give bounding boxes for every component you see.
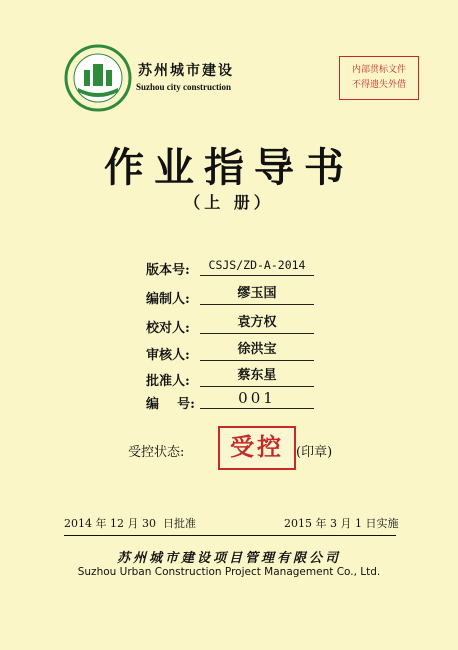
version-value: CSJS/ZD-A-2014 xyxy=(200,257,314,276)
compiler-value: 缪玉国 xyxy=(200,286,314,305)
document-subtitle: （上 册） xyxy=(184,193,274,212)
company-name-en: Suzhou city construction xyxy=(136,82,232,92)
footer-divider xyxy=(64,535,396,536)
proofreader-label: 校对人: xyxy=(146,321,190,336)
stamp-note: (印章) xyxy=(296,445,333,460)
number-value: 001 xyxy=(200,390,314,409)
reviewer-label: 审核人: xyxy=(146,348,190,363)
internal-notice-line2: 不得遗失外借 xyxy=(351,80,406,90)
reviewer-value: 徐洪宝 xyxy=(200,342,314,361)
approver-label: 批准人: xyxy=(146,374,190,389)
approval-date: 2014 年 12 月 30 日批准 xyxy=(64,517,196,530)
proofreader-value: 袁方权 xyxy=(200,315,314,334)
internal-notice-box xyxy=(339,56,419,100)
approver-value: 蔡东星 xyxy=(200,368,314,387)
number-label: 编 号: xyxy=(146,397,195,412)
footer-company-en: Suzhou Urban Construction Project Management Co., Ltd. xyxy=(77,566,381,578)
company-name-cn: 苏州城市建设 xyxy=(138,63,234,79)
company-logo xyxy=(64,44,132,112)
footer-company-cn: 苏州城市建设项目管理有限公司 xyxy=(116,551,341,566)
effective-date: 2015 年 3 月 1 日实施 xyxy=(284,517,399,530)
compiler-label: 编制人: xyxy=(146,292,190,307)
control-status-label: 受控状态: xyxy=(128,445,185,460)
controlled-stamp: 受控 xyxy=(218,426,296,470)
internal-notice-line1: 内部贯标文件 xyxy=(351,65,406,75)
document-title: 作业指导书 xyxy=(104,145,354,191)
version-label: 版本号: xyxy=(146,263,190,278)
